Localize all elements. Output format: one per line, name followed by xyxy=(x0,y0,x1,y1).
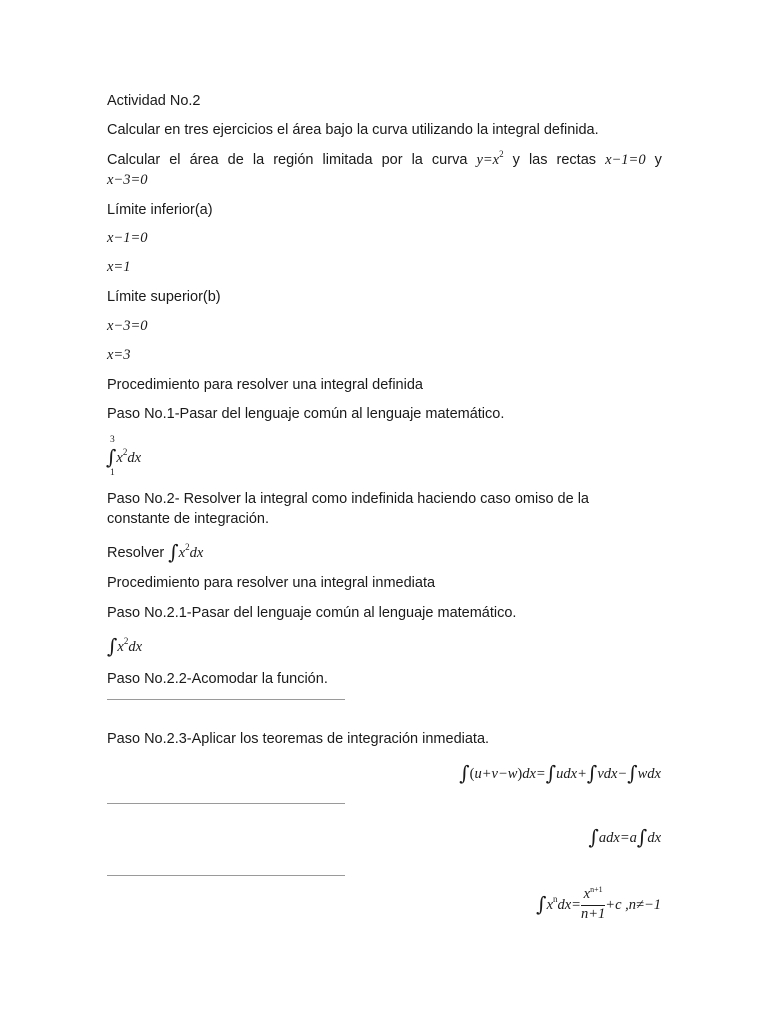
word: la xyxy=(252,152,265,168)
integral-icon: ∫ xyxy=(168,540,179,564)
word: área xyxy=(189,152,219,168)
answer-blank-line xyxy=(107,699,345,700)
integral-icon: ∫ xyxy=(588,825,599,849)
word: limitada xyxy=(322,152,373,168)
integral-lower-limit: 1 xyxy=(110,468,115,478)
step-2-line-2: constante de integración. xyxy=(107,511,270,527)
integral-icon: ∫ xyxy=(586,761,598,785)
integral-icon: ∫ xyxy=(107,634,118,658)
line-equation-2: x−3=0 xyxy=(107,172,148,188)
resolver-line: Resolver $\int x^2dx$ xyxy=(107,540,204,564)
integral-expression: $\int x^2dx$ xyxy=(106,445,142,469)
activity-title: Actividad No.2 xyxy=(107,93,201,109)
integral-icon: ∫ xyxy=(636,825,648,849)
lower-limit-label: Límite inferior(a) xyxy=(107,202,213,218)
upper-limit-label: Límite superior(b) xyxy=(107,289,221,305)
step-2-2-label: Paso No.2.2-Acomodar la función. xyxy=(107,671,328,687)
integral-icon: ∫ xyxy=(545,761,557,785)
word: y xyxy=(512,152,520,168)
resolver-label: Resolver xyxy=(107,545,165,561)
integral-icon: ∫ xyxy=(627,761,638,785)
word: las xyxy=(528,152,548,168)
line-equation-1: x−1=0 xyxy=(605,152,646,168)
word: Calcular xyxy=(107,152,161,168)
theorem-constant-rule: ∫adx=a∫dx xyxy=(588,825,661,849)
integral-upper-limit: 3 xyxy=(110,435,115,445)
word: región xyxy=(273,152,314,168)
procedure-definite-heading: Procedimiento para resolver una integral definida xyxy=(107,377,423,393)
word: el xyxy=(169,152,181,168)
upper-limit-eq-2: x=3 xyxy=(107,347,131,363)
theorem-power-rule: $\int x^ndx=$ $\frac{x^{n+1}}{n+1}$ +c ,n≠−1 xyxy=(536,885,661,922)
word: de xyxy=(227,152,244,168)
step-1-label: Paso No.1-Pasar del lenguaje común al lenguaje matemático. xyxy=(107,406,505,422)
word: por xyxy=(381,152,403,168)
word: y xyxy=(654,152,662,168)
upper-limit-eq-1: x−3=0 xyxy=(107,318,148,334)
word: rectas xyxy=(556,152,597,168)
word: curva xyxy=(431,152,468,168)
answer-blank-line xyxy=(107,875,345,876)
integral-icon: ∫ xyxy=(536,892,547,917)
problem-statement-line-1 xyxy=(107,150,662,171)
answer-blank-line xyxy=(107,803,345,804)
curve-equation: $y=x^2$ xyxy=(476,149,504,168)
lower-limit-eq-2: x=1 xyxy=(107,259,131,275)
step-2-1-label: Paso No.2.1-Pasar del lenguaje común al lenguaje matemático. xyxy=(107,605,517,621)
step-2-line-1: Paso No.2- Resolver la integral como indefinida haciendo caso omiso de la xyxy=(107,491,589,507)
theorem-sum-rule: ∫(u+v−w)dx=∫udx+∫vdx−∫wdx xyxy=(459,761,661,785)
power-rule-fraction: $\frac{x^{n+1}}{n+1}$ xyxy=(580,885,606,922)
integral-icon: ∫ xyxy=(459,761,470,785)
integral-icon: ∫ xyxy=(106,445,117,469)
step-2-3-label: Paso No.2.3-Aplicar los teoremas de integración inmediata. xyxy=(107,731,490,747)
intro-text: Calcular en tres ejercicios el área bajo la curva utilizando la integral definida. xyxy=(107,122,599,138)
indefinite-integral: $\int x^2dx$ xyxy=(107,634,143,658)
lower-limit-eq-1: x−1=0 xyxy=(107,230,148,246)
procedure-immediate-heading: Procedimiento para resolver una integral inmediata xyxy=(107,575,436,591)
word: la xyxy=(411,152,423,168)
